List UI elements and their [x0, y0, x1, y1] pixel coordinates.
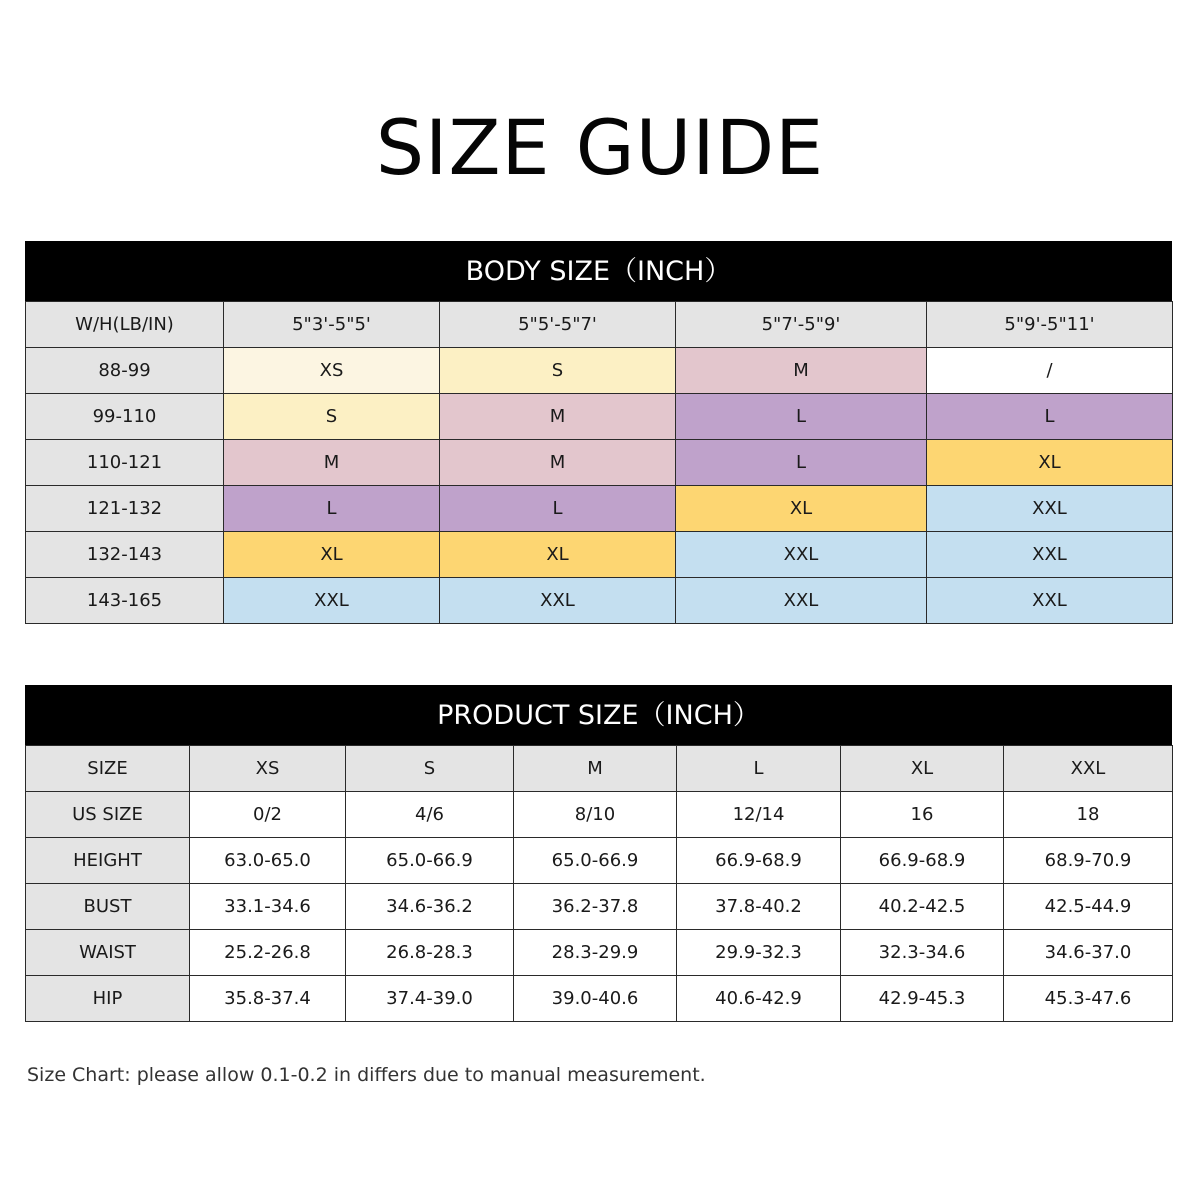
weight-range-label: 88-99 [26, 348, 224, 394]
measurement-cell: 65.0-66.9 [346, 838, 514, 884]
measurement-cell: 63.0-65.0 [190, 838, 346, 884]
body-size-row [26, 532, 1173, 578]
weight-range-label: 99-110 [26, 394, 224, 440]
size-cell: M [440, 440, 676, 486]
size-cell: XXL [927, 486, 1173, 532]
size-cell: XL [676, 486, 927, 532]
body-size-title: BODY SIZE（INCH） [25, 241, 1172, 301]
size-cell: XXL [440, 578, 676, 624]
product-size-row [26, 838, 1173, 884]
measurement-cell: 25.2-26.8 [190, 930, 346, 976]
size-header: XS [190, 746, 346, 792]
size-cell: XXL [224, 578, 440, 624]
measurement-label: US SIZE [26, 792, 190, 838]
size-cell: S [224, 394, 440, 440]
product-size-row [26, 930, 1173, 976]
product-size-row [26, 884, 1173, 930]
size-cell: L [224, 486, 440, 532]
measurement-cell: 32.3-34.6 [841, 930, 1004, 976]
size-cell: M [440, 394, 676, 440]
measurement-cell: 39.0-40.6 [514, 976, 677, 1022]
measurement-cell: 68.9-70.9 [1004, 838, 1173, 884]
weight-range-label: 121-132 [26, 486, 224, 532]
measurement-cell: 26.8-28.3 [346, 930, 514, 976]
size-cell: XS [224, 348, 440, 394]
measurement-label: HIP [26, 976, 190, 1022]
product-size-row [26, 976, 1173, 1022]
product-size-table [25, 745, 1173, 1022]
size-cell: / [927, 348, 1173, 394]
measurement-cell: 28.3-29.9 [514, 930, 677, 976]
size-cell: M [676, 348, 927, 394]
weight-range-label: 132-143 [26, 532, 224, 578]
size-header: XXL [1004, 746, 1173, 792]
measurement-cell: 33.1-34.6 [190, 884, 346, 930]
measurement-cell: 66.9-68.9 [841, 838, 1004, 884]
height-range-header: 5"9'-5"11' [927, 302, 1173, 348]
size-header: L [677, 746, 841, 792]
body-size-table [25, 301, 1173, 624]
page-title: SIZE GUIDE [375, 103, 825, 192]
measurement-cell: 40.6-42.9 [677, 976, 841, 1022]
weight-range-label: 143-165 [26, 578, 224, 624]
size-cell: XXL [676, 578, 927, 624]
body-size-row [26, 578, 1173, 624]
measurement-cell: 35.8-37.4 [190, 976, 346, 1022]
size-cell: XL [440, 532, 676, 578]
measurement-cell: 37.8-40.2 [677, 884, 841, 930]
size-header: S [346, 746, 514, 792]
measurement-label: BUST [26, 884, 190, 930]
size-cell: L [440, 486, 676, 532]
measurement-cell: 37.4-39.0 [346, 976, 514, 1022]
size-cell: S [440, 348, 676, 394]
product-size-corner-label: SIZE [26, 746, 190, 792]
body-size-row [26, 394, 1173, 440]
height-range-header: 5"7'-5"9' [676, 302, 927, 348]
body-size-row [26, 348, 1173, 394]
measurement-cell: 12/14 [677, 792, 841, 838]
size-cell: XXL [927, 532, 1173, 578]
size-cell: XXL [676, 532, 927, 578]
measurement-cell: 8/10 [514, 792, 677, 838]
product-size-table-section [25, 685, 1172, 1022]
size-cell: XL [927, 440, 1173, 486]
measurement-cell: 42.9-45.3 [841, 976, 1004, 1022]
size-cell: M [224, 440, 440, 486]
size-cell: L [927, 394, 1173, 440]
measurement-cell: 0/2 [190, 792, 346, 838]
size-header: XL [841, 746, 1004, 792]
measurement-cell: 65.0-66.9 [514, 838, 677, 884]
measurement-cell: 34.6-36.2 [346, 884, 514, 930]
product-size-title: PRODUCT SIZE（INCH） [25, 685, 1172, 745]
body-size-header-row [26, 302, 1173, 348]
measurement-cell: 45.3-47.6 [1004, 976, 1173, 1022]
measurement-cell: 4/6 [346, 792, 514, 838]
product-size-row [26, 792, 1173, 838]
body-size-table-section [25, 241, 1172, 624]
measurement-label: HEIGHT [26, 838, 190, 884]
size-cell: L [676, 394, 927, 440]
measurement-cell: 16 [841, 792, 1004, 838]
height-range-header: 5"5'-5"7' [440, 302, 676, 348]
measurement-note: Size Chart: please allow 0.1-0.2 in differs due to manual measurement. [27, 1064, 706, 1086]
measurement-cell: 29.9-32.3 [677, 930, 841, 976]
height-range-header: 5"3'-5"5' [224, 302, 440, 348]
body-size-corner-label: W/H(LB/IN) [26, 302, 224, 348]
body-size-row [26, 440, 1173, 486]
size-header: M [514, 746, 677, 792]
measurement-cell: 42.5-44.9 [1004, 884, 1173, 930]
measurement-cell: 66.9-68.9 [677, 838, 841, 884]
size-cell: XL [224, 532, 440, 578]
measurement-label: WAIST [26, 930, 190, 976]
measurement-cell: 18 [1004, 792, 1173, 838]
measurement-cell: 36.2-37.8 [514, 884, 677, 930]
size-cell: XXL [927, 578, 1173, 624]
weight-range-label: 110-121 [26, 440, 224, 486]
product-size-header-row [26, 746, 1173, 792]
measurement-cell: 34.6-37.0 [1004, 930, 1173, 976]
body-size-row [26, 486, 1173, 532]
measurement-cell: 40.2-42.5 [841, 884, 1004, 930]
size-cell: L [676, 440, 927, 486]
